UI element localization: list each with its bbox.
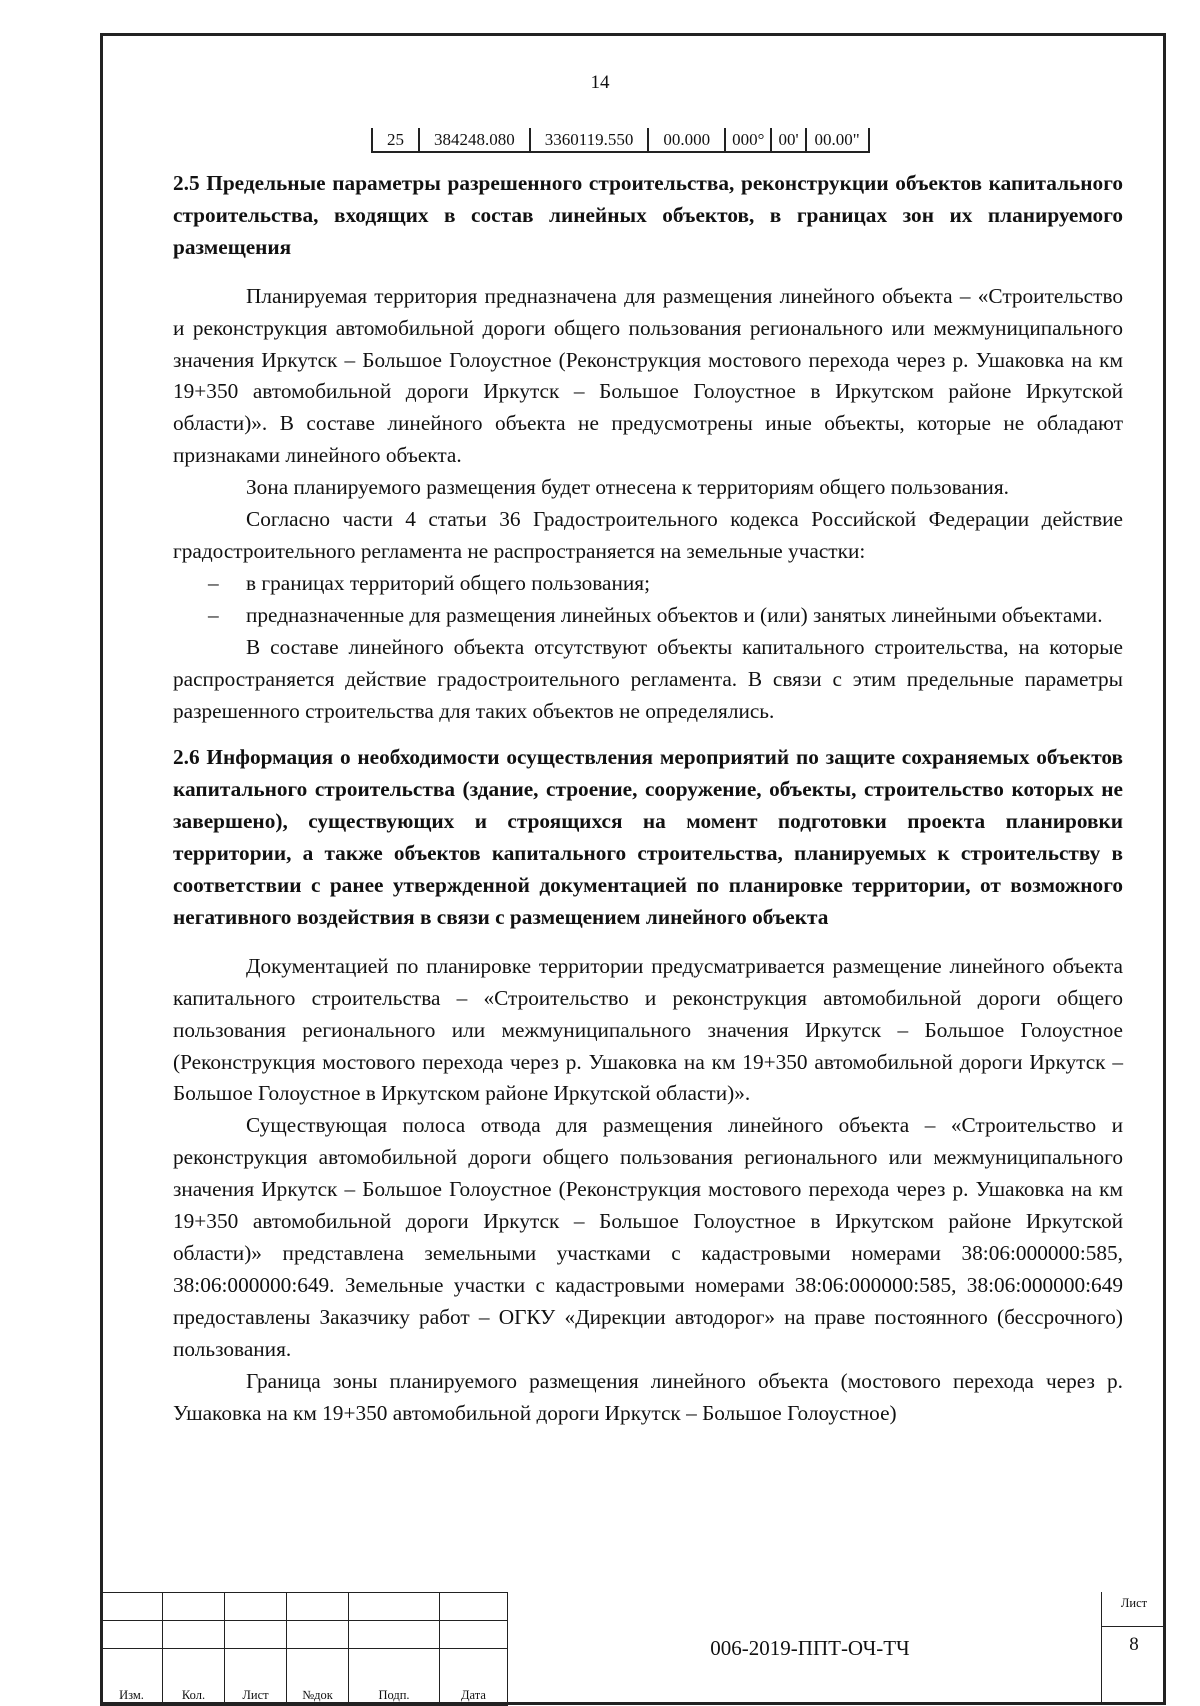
stamp-label: Дата bbox=[440, 1649, 508, 1706]
paragraph: Согласно части 4 статьи 36 Градостроительного кодекса Российской Федерации действие градостроительного регламента не распространяется на земельные участки: bbox=[173, 507, 1123, 563]
list-item: – в границах территорий общего пользования; bbox=[173, 568, 1123, 600]
coordinate-table bbox=[371, 128, 870, 153]
paragraph: Документацией по планировке территории предусматривается размещение линейного объекта капитального строительства – «Строительство и реконструкция автомобильной дороги общего пользования регионального или межмуниципального значения Иркутск – Большое Голоустное (Реконструкция мостового перехода через р. Ушаковка на км 19+350 автомобильной дороги Иркутск – Большое Голоустное в Иркутском районе Иркутской области)». bbox=[173, 953, 1123, 1106]
table-row bbox=[372, 128, 869, 152]
revision-table bbox=[100, 1592, 508, 1706]
stamp-label: Изм. bbox=[101, 1649, 163, 1706]
stamp-label: Подп. bbox=[349, 1649, 440, 1706]
paragraph: Планируемая территория предназначена для размещения линейного объекта – «Строительство и реконструкция автомобильной дороги общего пользования регионального или межмуниципального значения Иркутск – Большое Голоустное (Реконструкция мостового перехода через р. Ушаковка на км 19+350 автомобильной дороги Иркутск – Большое Голоустное в Иркутском районе Иркутской области)». В составе линейного объекта не предусмотрены иные объекты, которые не обладают признаками линейного объекта. bbox=[173, 283, 1123, 468]
document-code: 006-2019-ППТ-ОЧ-ТЧ bbox=[507, 1592, 1112, 1705]
page-number: 14 bbox=[590, 72, 610, 93]
list-item: – предназначенные для размещения линейных объектов и (или) занятых линейными объектами. bbox=[173, 600, 1123, 632]
paragraph: Существующая полоса отвода для размещения линейного объекта – «Строительство и реконструкция автомобильной дороги общего пользования регионального или межмуниципального значения Иркутск – Большое Голоустное (Реконструкция мостового перехода через р. Ушаковка на км 19+350 автомобильной дороги Иркутск – Большое Голоустное в Иркутском районе Иркутской области)» представлена земельными участками с кадастровыми номерами 38:06:000000:585, 38:06:000000:649. Земельные участки с кадастровыми номерами 38:06:000000:585, 38:06:000000:649 предоставлены Заказчику работ – ОГКУ «Дирекции автодорог» на праве постоянного (бессрочного) пользования. bbox=[173, 1113, 1123, 1361]
title-block bbox=[100, 1592, 1166, 1705]
paragraph: Граница зоны планируемого размещения линейного объекта (мостового перехода через р. Ушаковка на км 19+350 автомобильной дороги Иркутск – Большое Голоустное) bbox=[173, 1368, 1123, 1425]
sheet-box bbox=[1101, 1592, 1166, 1705]
section-heading-2-5: 2.5 Предельные параметры разрешенного строительства, реконструкции объектов капитального строительства, входящих в состав линейных объектов, в границах зон их планируемого размещения bbox=[173, 171, 1123, 259]
sheet-label: Лист bbox=[1120, 1596, 1148, 1610]
sheet-number: 8 bbox=[1129, 1634, 1139, 1655]
stamp-label: Кол. bbox=[163, 1649, 225, 1706]
table-cell: 00' bbox=[771, 128, 805, 152]
table-cell: 000° bbox=[725, 128, 771, 152]
document-body bbox=[173, 168, 1123, 1429]
paragraph: В составе линейного объекта отсутствуют объекты капитального строительства, на которые распространяется действие градостроительного регламента. В связи с этим предельные параметры разрешенного строительства для таких объектов не определялись. bbox=[173, 634, 1123, 723]
exception-list bbox=[173, 568, 1123, 632]
table-cell: 384248.080 bbox=[419, 128, 530, 152]
table-cell: 25 bbox=[372, 128, 419, 152]
stamp-label: Лист bbox=[225, 1649, 287, 1706]
table-cell: 00.00" bbox=[806, 128, 869, 152]
section-heading-2-6: 2.6 Информация о необходимости осуществления мероприятий по защите сохраняемых объектов капитального строительства (здание, строение, сооружение, объекты, строительство которых не завершено), существующих и строящихся на момент подготовки проекта планировки территории, а также объектов капитального строительства, планируемых к строительству в соответствии с ранее утвержденной документацией по планировке территории, от возможного негативного воздействия в связи с размещением линейного объекта bbox=[173, 745, 1123, 929]
dash-marker: – bbox=[208, 602, 219, 627]
paragraph: Зона планируемого размещения будет отнесена к территориям общего пользования. bbox=[246, 475, 1009, 500]
stamp-label: №док bbox=[287, 1649, 349, 1706]
dash-marker: – bbox=[208, 570, 219, 595]
table-cell: 00.000 bbox=[648, 128, 725, 152]
table-cell: 3360119.550 bbox=[530, 128, 649, 152]
